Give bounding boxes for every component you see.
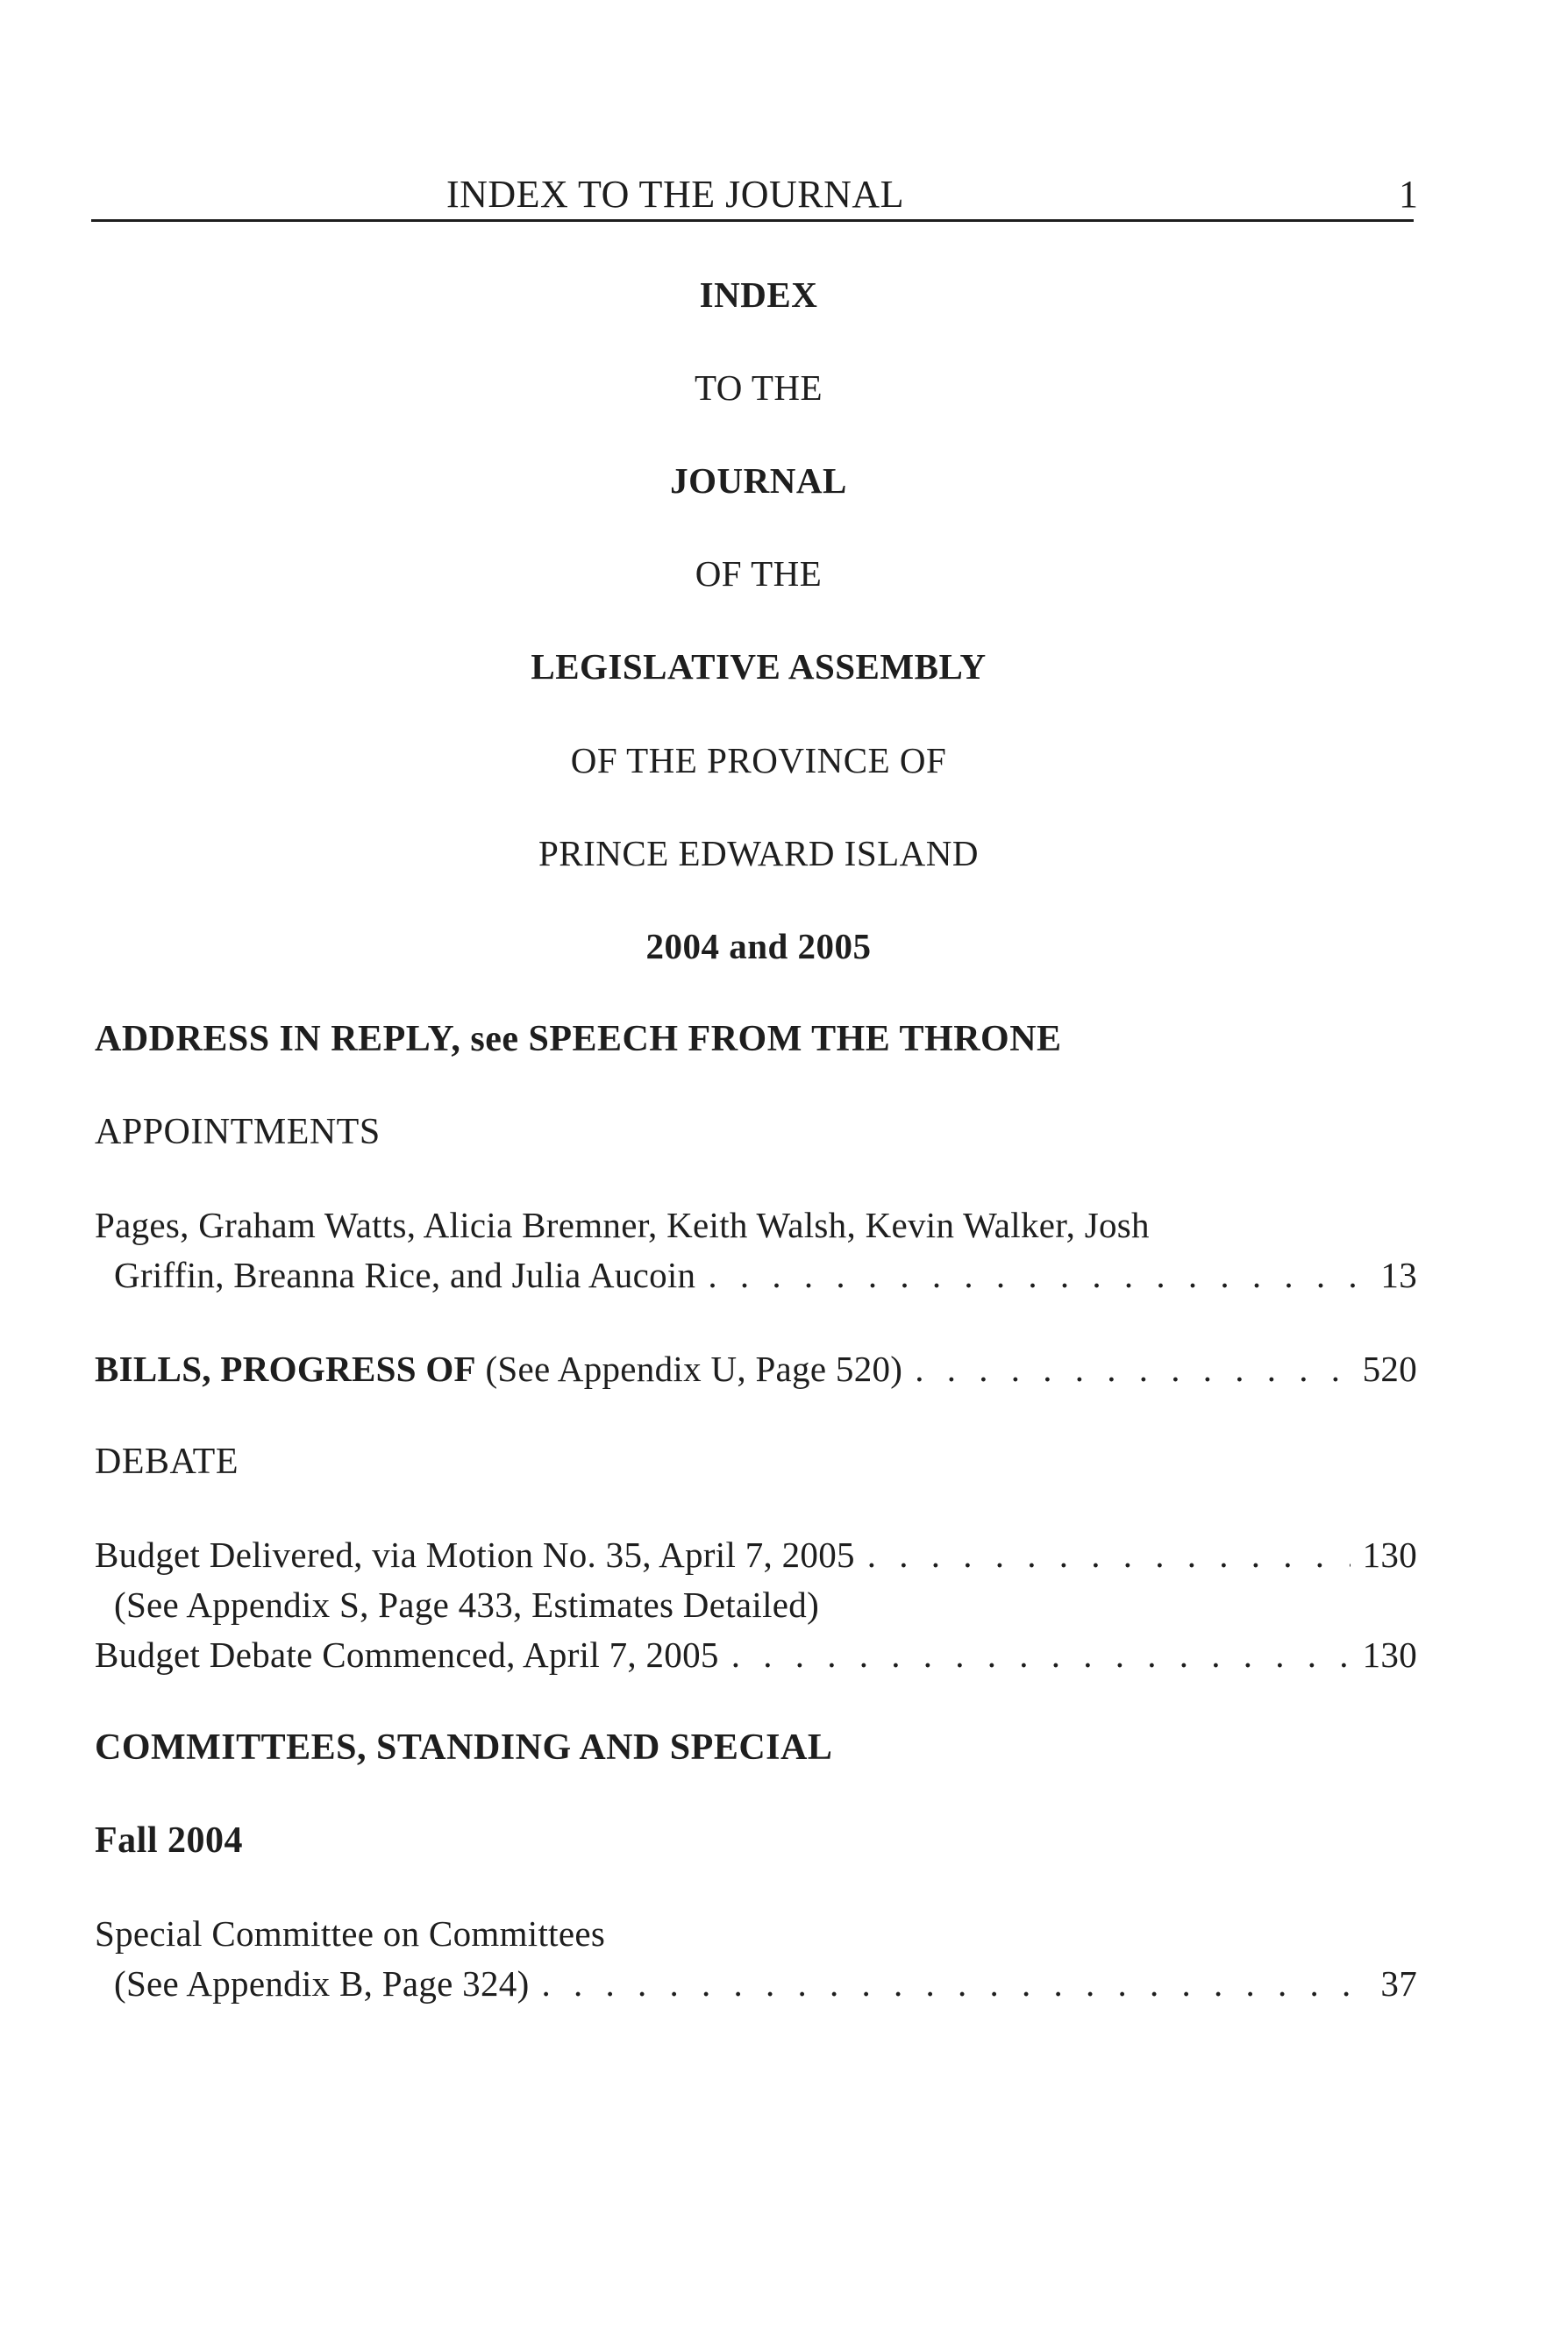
debate-entry2-page-ref: 130 (1362, 1634, 1417, 1675)
title-journal: JOURNAL (670, 460, 847, 501)
leader-dots (731, 1634, 1351, 1676)
heading-bills-progress: BILLS, PROGRESS OF (95, 1349, 476, 1389)
leader-dots (708, 1254, 1368, 1296)
page-number: 1 (1399, 173, 1418, 216)
appointments-entry-text: Griffin, Breanna Rice, and Julia Aucoin (114, 1255, 696, 1295)
debate-entry-budget-delivered (95, 1534, 1417, 1576)
leader-dots (542, 1962, 1369, 2005)
title-years: 2004 and 2005 (645, 926, 872, 966)
heading-appointments: APPOINTMENTS (95, 1112, 381, 1152)
debate-entry2-text: Budget Debate Commenced, April 7, 2005 (95, 1634, 719, 1675)
committees-page-ref: 37 (1380, 1963, 1417, 2004)
leader-dots (867, 1534, 1351, 1576)
committees-entry-text: (See Appendix B, Page 324) (114, 1963, 530, 2004)
title-prince-edward-island: PRINCE EDWARD ISLAND (538, 833, 979, 873)
bills-note: (See Appendix U, Page 520) (485, 1349, 903, 1389)
debate-entry-budget-commenced (95, 1634, 1417, 1676)
appointments-entry-line1: Pages, Graham Watts, Alicia Bremner, Keith Walsh, Kevin Walker, Josh (95, 1205, 1150, 1245)
bills-progress-entry (95, 1348, 1417, 1390)
title-of-the-province-of: OF THE PROVINCE OF (570, 740, 947, 780)
title-of-the: OF THE (695, 553, 823, 594)
appointments-page-ref: 13 (1380, 1255, 1417, 1295)
committees-entry-line2 (114, 1962, 1417, 2005)
title-to-the: TO THE (694, 367, 823, 408)
header-rule (91, 219, 1414, 222)
heading-debate: DEBATE (95, 1442, 239, 1482)
debate-entry1-text: Budget Delivered, via Motion No. 35, April 7, 2005 (95, 1535, 855, 1575)
appointments-entry-line2 (114, 1254, 1417, 1296)
leader-dots (915, 1348, 1350, 1390)
committees-entry-line1: Special Committee on Committees (95, 1913, 606, 1954)
title-index: INDEX (699, 274, 818, 315)
heading-committees: COMMITTEES, STANDING AND SPECIAL (95, 1727, 833, 1768)
bills-page-ref: 520 (1362, 1349, 1417, 1389)
subheading-fall-2004: Fall 2004 (95, 1820, 243, 1861)
debate-entry1-page-ref: 130 (1362, 1535, 1417, 1575)
bills-entry-text (95, 1348, 902, 1390)
heading-address-in-reply: ADDRESS IN REPLY, see SPEECH FROM THE THRONE (95, 1019, 1062, 1059)
debate-entry1-note: (See Appendix S, Page 433, Estimates Detailed) (114, 1585, 820, 1625)
running-header-title: INDEX TO THE JOURNAL (445, 173, 905, 216)
title-legislative-assembly: LEGISLATIVE ASSEMBLY (531, 646, 987, 687)
